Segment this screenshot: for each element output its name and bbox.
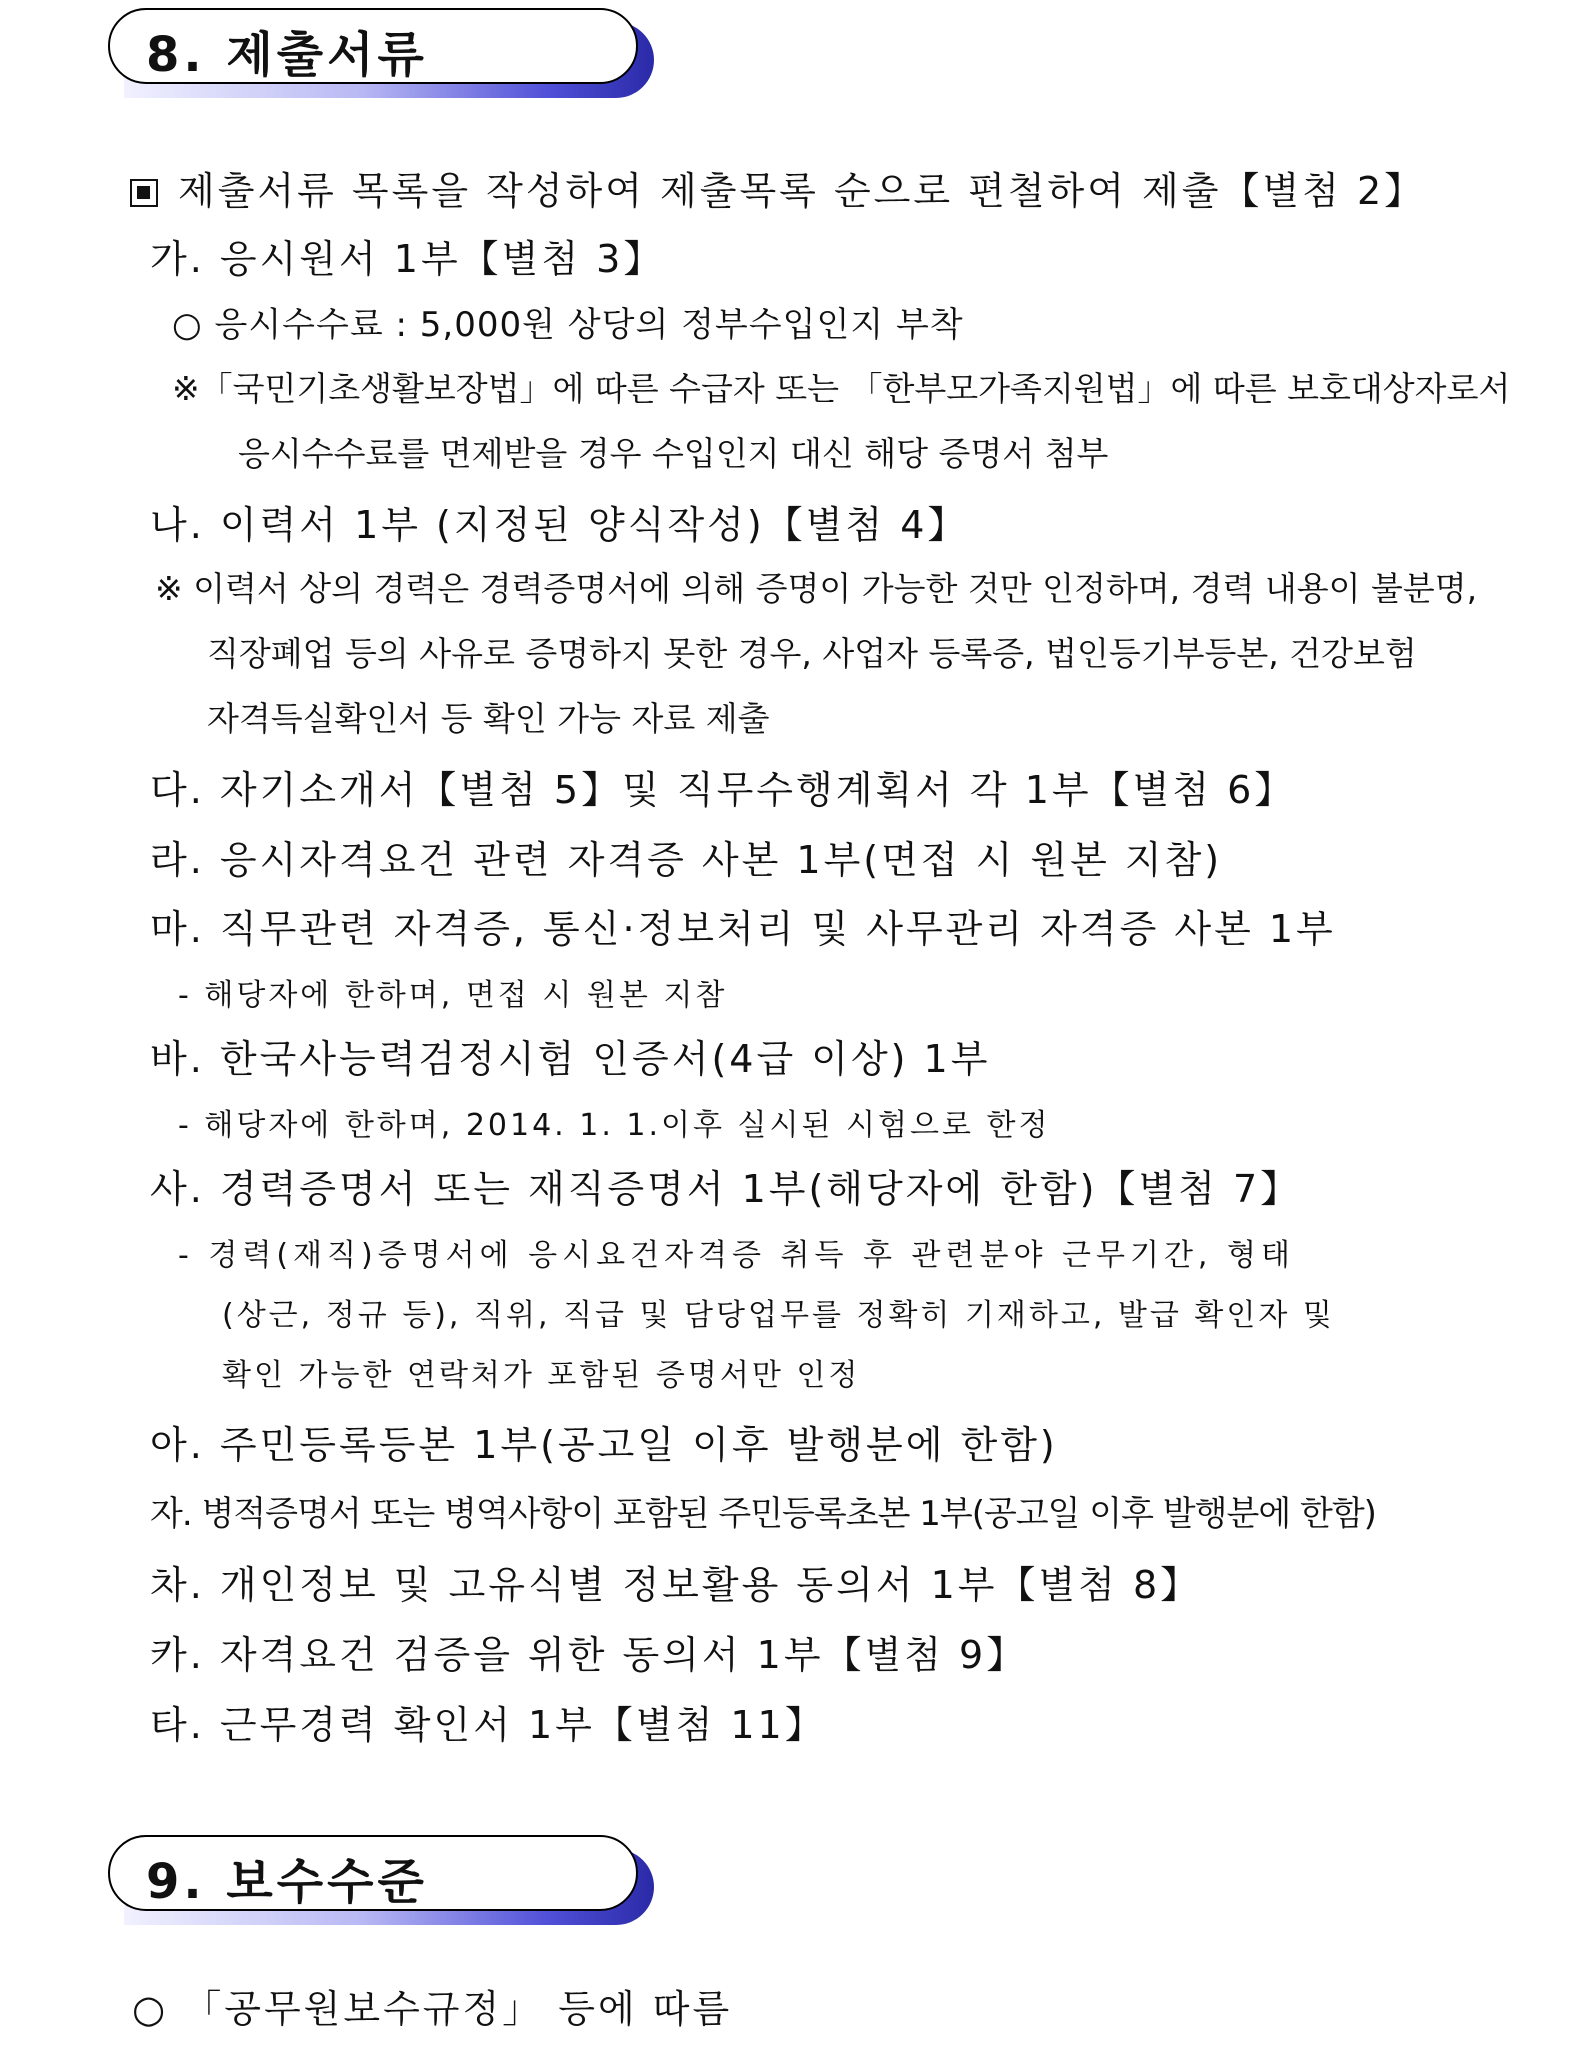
item-ga: 가. 응시원서 1부【별첨 3】: [150, 237, 665, 281]
item-ka: 카. 자격요건 검증을 위한 동의서 1부【별첨 9】: [150, 1633, 1028, 1677]
item-fee: ○ 응시수수료 : 5,000원 상당의 정부수입인지 부착: [172, 305, 964, 345]
item-ta: 타. 근무경력 확인서 1부【별첨 11】: [150, 1703, 826, 1747]
item-sa-note-3: 확인 가능한 연락처가 포함된 증명서만 인정: [222, 1358, 861, 1393]
item-ma: 마. 직무관련 자격증, 통신·정보처리 및 사무관리 자격증 사본 1부: [150, 907, 1336, 951]
section-8-header: [108, 8, 654, 98]
item-resume-note-3: 자격득실확인서 등 확인 가능 자료 제출: [207, 699, 770, 738]
item-fee-note-1: ※「국민기초생활보장법」에 따른 수급자 또는 「한부모가족지원법」에 따른 보호대상자로서: [172, 369, 1511, 408]
item-resume-note-2: 직장폐업 등의 사유로 증명하지 못한 경우, 사업자 등록증, 법인등기부등본, 건강보험: [207, 634, 1417, 673]
item-ma-note: - 해당자에 한하며, 면접 시 원본 지참: [178, 978, 728, 1013]
item-a: 아. 주민등록등본 1부(공고일 이후 발행분에 한함): [150, 1423, 1058, 1467]
item-da: 다. 자기소개서【별첨 5】및 직무수행계획서 각 1부【별첨 6】: [150, 768, 1296, 812]
item-sa-note-1: - 경력(재직)증명서에 응시요건자격증 취득 후 관련분야 근무기간, 형태: [178, 1238, 1295, 1273]
item-sa-note-2: (상근, 정규 등), 직위, 직급 및 담당업무를 정확히 기재하고, 발급 확인자 및: [222, 1298, 1335, 1333]
item-cha: 차. 개인정보 및 고유식별 정보활용 동의서 1부【별첨 8】: [150, 1563, 1202, 1607]
item-ba: 바. 한국사능력검정시험 인증서(4급 이상) 1부: [150, 1037, 991, 1081]
item-sa: 사. 경력증명서 또는 재직증명서 1부(해당자에 한함)【별첨 7】: [150, 1167, 1302, 1211]
item-ja: 자. 병적증명서 또는 병역사항이 포함된 주민등록초본 1부(공고일 이후 발행분에 한함): [150, 1494, 1376, 1534]
section-9-title: 9. 보수수준: [146, 1854, 428, 1910]
checkbox-square-icon: [130, 179, 158, 207]
section-8-title: 8. 제출서류: [146, 27, 428, 83]
salary-rule: ○ 「공무원보수규정」 등에 따름: [132, 1987, 733, 2031]
item-resume-note-1: ※ 이력서 상의 경력은 경력증명서에 의해 증명이 가능한 것만 인정하며, 경력 내용이 불분명,: [155, 569, 1478, 608]
item-ra: 라. 응시자격요건 관련 자격증 사본 1부(면접 시 원본 지참): [150, 838, 1223, 882]
item-fee-note-2: 응시수수료를 면제받을 경우 수입인지 대신 해당 증명서 첨부: [238, 434, 1109, 473]
item-ba-note: - 해당자에 한하며, 2014. 1. 1.이후 실시된 시험으로 한정: [178, 1108, 1051, 1143]
section-9-header: [108, 1835, 654, 1925]
submission-intro-text: 제출서류 목록을 작성하여 제출목록 순으로 편철하여 제출【별첨 2】: [178, 169, 1426, 213]
item-na: 나. 이력서 1부 (지정된 양식작성)【별첨 4】: [150, 503, 969, 547]
submission-intro: [130, 160, 1425, 215]
